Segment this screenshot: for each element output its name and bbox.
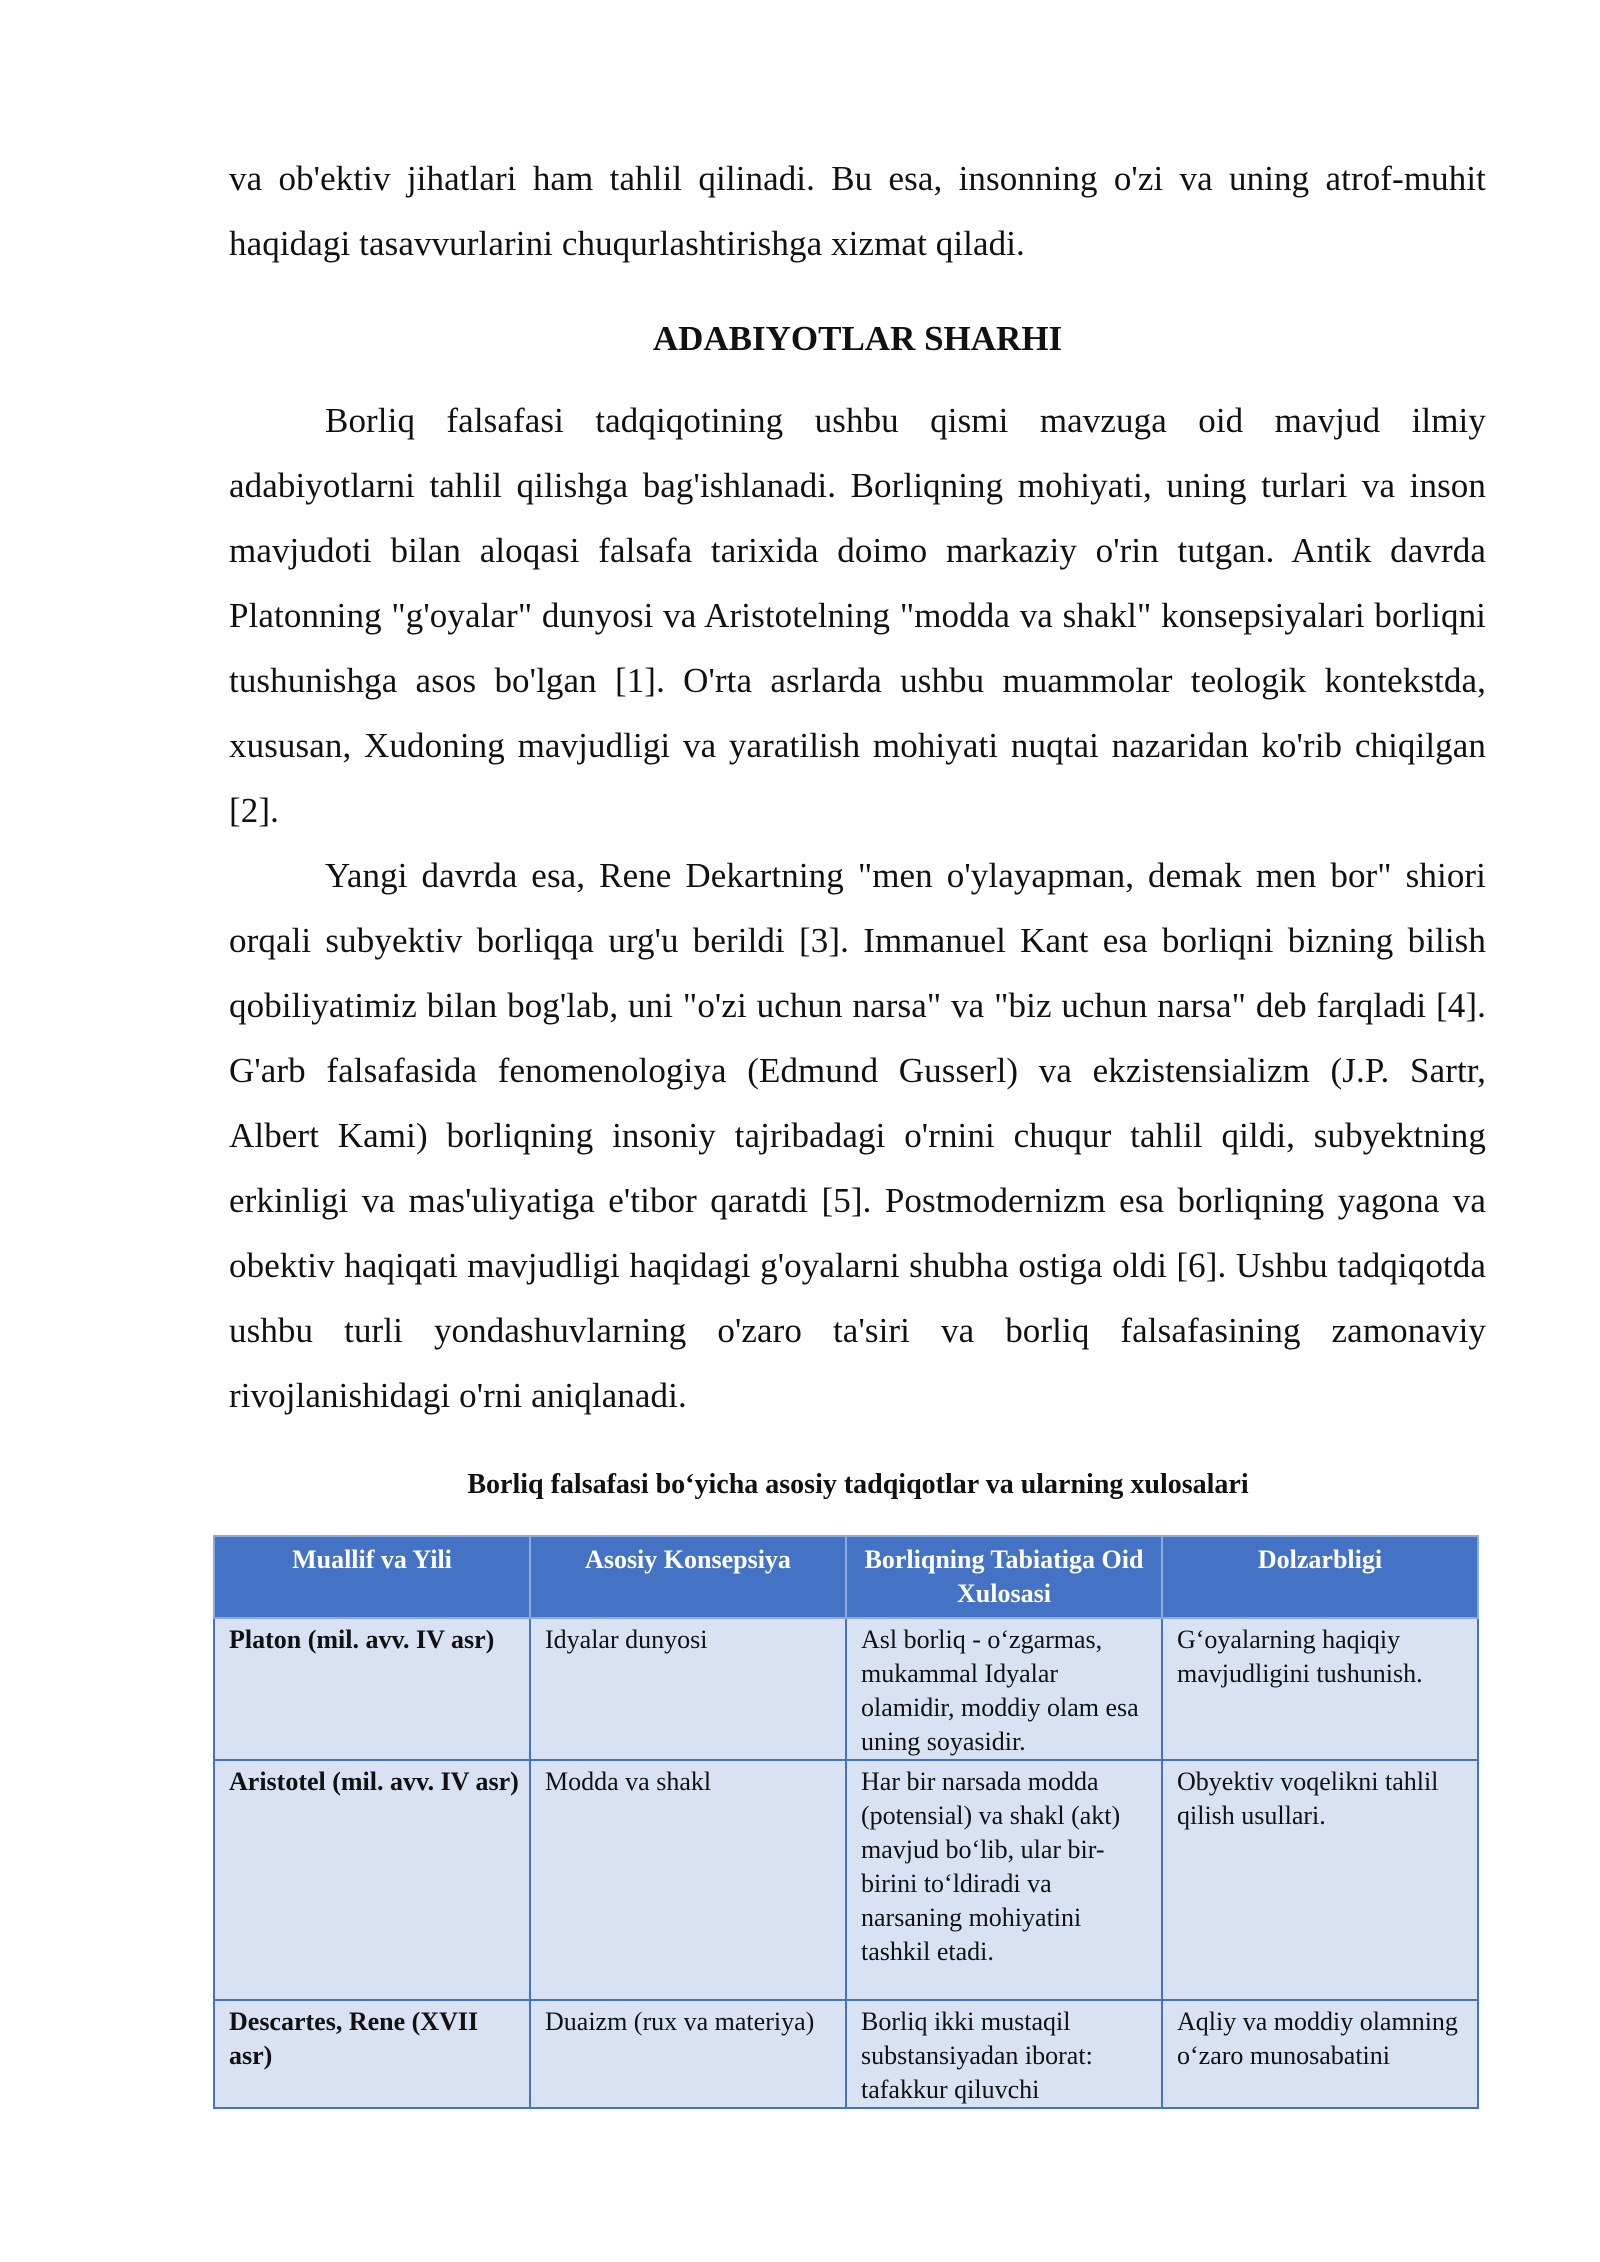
cell-concept: Duaizm (rux va materiya) bbox=[530, 2000, 846, 2108]
cell-relevance: Aqliy va moddiy olamning o‘zaro munosabatini bbox=[1162, 2000, 1478, 2108]
cell-relevance: G‘oyalarning haqiqiy mavjudligini tushunish. bbox=[1162, 1618, 1478, 1760]
table-header-row bbox=[214, 1536, 1478, 1618]
cell-concept: Modda va shakl bbox=[530, 1760, 846, 2000]
column-header-relevance: Dolzarbligi bbox=[1162, 1536, 1478, 1618]
column-header-conclusion: Borliqning Tabiatiga Oid Xulosasi bbox=[846, 1536, 1162, 1618]
body-block bbox=[229, 388, 1486, 1428]
cell-concept: Idyalar dunyosi bbox=[530, 1618, 846, 1760]
cell-relevance: Obyektiv voqelikni tahlil qilish usullari. bbox=[1162, 1760, 1478, 2000]
intro-block bbox=[229, 146, 1486, 276]
cell-author: Aristotel (mil. avv. IV asr) bbox=[214, 1760, 530, 2000]
cell-author: Platon (mil. avv. IV asr) bbox=[214, 1618, 530, 1760]
cell-conclusion: Asl borliq - o‘zgarmas, mukammal Idyalar olamidir, moddiy olam esa uning soyasidir. bbox=[846, 1618, 1162, 1760]
column-header-concept: Asosiy Konsepsiya bbox=[530, 1536, 846, 1618]
table-row bbox=[214, 1760, 1478, 2000]
research-summary-table bbox=[213, 1535, 1479, 2109]
body-paragraph-1: Borliq falsafasi tadqiqotining ushbu qismi mavzuga oid mavjud ilmiy adabiyotlarni tahlil qilishga bag'ishlanadi. Borliqning mohiyati, uning turlari va inson mavjudoti bilan aloqasi falsafa tarixida doimo markaziy o'rin tutgan. Antik davrda Platonning "g'oyalar" dunyosi va Aristotelning "modda va shakl" konsepsiyalari borliqni tushunishga asos bo'lgan [1]. O'rta asrlarda ushbu muammolar teologik kontekstda, xususan, Xudoning mavjudligi va yaratilish mohiyati nuqtai nazaridan ko'rib chiqilgan [2]. bbox=[229, 401, 1486, 830]
cell-conclusion: Borliq ikki mustaqil substansiyadan iborat: tafakkur qiluvchi bbox=[846, 2000, 1162, 2108]
cell-author: Descartes, Rene (XVII asr) bbox=[214, 2000, 530, 2108]
table-caption: Borliq falsafasi bo‘yicha asosiy tadqiqotlar va ularning xulosalari bbox=[467, 1469, 1249, 1500]
section-heading: ADABIYOTLAR SHARHI bbox=[652, 319, 1063, 358]
table-row bbox=[214, 2000, 1478, 2108]
body-paragraph-2: Yangi davrda esa, Rene Dekartning "men o'ylayapman, demak men bor" shiori orqali subyektiv borliqqa urg'u berildi [3]. Immanuel Kant esa borliqni bizning bilish qobiliyatimiz bilan bog'lab, uni "o'zi uchun narsa" va "biz uchun narsa" deb farqladi [4]. G'arb falsafasida fenomenologiya (Edmund Gusserl) va ekzistensializm (J.P. Sartr, Albert Kami) borliqning insoniy tajribadagi o'rnini chuqur tahlil qildi, subyektning erkinligi va mas'uliyatiga e'tibor qaratdi [5]. Postmodernizm esa borliqning yagona va obektiv haqiqati mavjudligi haqidagi g'oyalarni shubha ostiga oldi [6]. Ushbu tadqiqotda ushbu turli yondashuvlarning o'zaro ta'siri va borliq falsafasining zamonaviy rivojlanishidagi o'rni aniqlanadi. bbox=[229, 856, 1486, 1415]
cell-conclusion: Har bir narsada modda (potensial) va shakl (akt) mavjud bo‘lib, ular bir-birini to‘ldiradi va narsaning mohiyatini tashkil etadi. bbox=[846, 1760, 1162, 2000]
section-heading-block bbox=[229, 309, 1486, 369]
table-row bbox=[214, 1618, 1478, 1760]
column-header-author: Muallif va Yili bbox=[214, 1536, 530, 1618]
intro-paragraph: va ob'ektiv jihatlari ham tahlil qilinadi. Bu esa, insonning o'zi va uning atrof-muhit haqidagi tasavvurlarini chuqurlashtirishga xizmat qiladi. bbox=[229, 159, 1486, 263]
